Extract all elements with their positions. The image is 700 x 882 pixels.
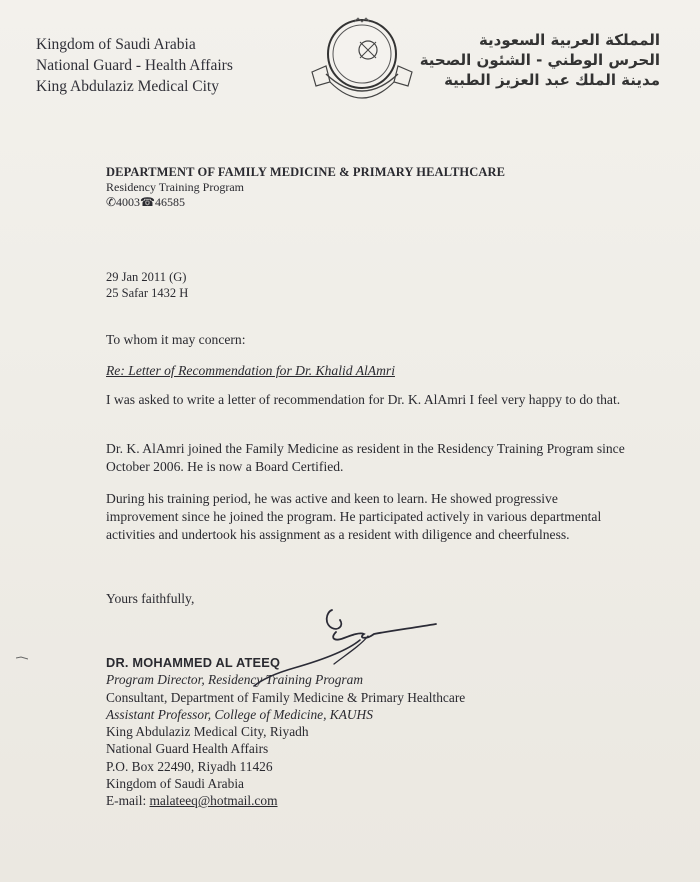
signatory-address-4: Kingdom of Saudi Arabia — [106, 776, 244, 792]
subject-line: Re: Letter of Recommendation for Dr. Khalid AlAmri — [106, 363, 395, 378]
signatory-name: DR. MOHAMMED AL ATEEQ — [106, 655, 281, 670]
date-block — [106, 269, 188, 301]
department-title: DEPARTMENT OF FAMILY MEDICINE & PRIMARY HEALTHCARE — [106, 165, 506, 179]
letterhead-line-1: Kingdom of Saudi Arabia — [36, 36, 196, 53]
paragraph-2: Dr. K. AlAmri joined the Family Medicine as resident in the Residency Training Program since October 2006. He is now a Board Certified. — [106, 441, 625, 474]
closing: Yours faithfully, — [106, 591, 195, 606]
letterhead-english — [36, 34, 233, 97]
stray-ink-mark — [16, 656, 28, 660]
signatory-address-2: National Guard Health Affairs — [106, 741, 269, 757]
letterhead-line-2: National Guard - Health Affairs — [36, 57, 233, 74]
date-hijri: 25 Safar 1432 H — [106, 286, 189, 300]
letterhead-arabic-line-3: مدينة الملك عبد العزيز الطبية — [444, 71, 660, 89]
salutation: To whom it may concern: — [106, 332, 246, 347]
signatory-title-1: Program Director, Residency Training Program — [106, 672, 364, 688]
handwritten-signature — [240, 598, 450, 688]
program-name: Residency Training Program — [106, 180, 244, 194]
email-label: E-mail: — [106, 793, 150, 809]
letterhead-arabic-line-2: الحرس الوطني - الشئون الصحية — [419, 51, 660, 69]
date-gregorian: 29 Jan 2011 (G) — [106, 270, 187, 284]
signatory-title-2: Consultant, Department of Family Medicine & Primary Healthcare — [106, 689, 466, 705]
letterhead-arabic-line-1: المملكة العربية السعودية — [478, 31, 660, 49]
email-link[interactable]: malateeq@hotmail.com — [149, 793, 278, 809]
letterhead-line-3: King Abdulaziz Medical City — [36, 78, 219, 95]
signatory-address-1: King Abdulaziz Medical City, Riyadh — [106, 724, 309, 740]
emblem-icon — [308, 12, 416, 110]
paragraph-3: During his training period, he was active and keen to learn. He showed progressive improvement since he joined the program. He participated actively in various departmental activities and undertook his assignment as a resident with diligence and cheerfulness. — [106, 491, 602, 542]
email-line — [106, 792, 465, 809]
signatory-title-3: Assistant Professor, College of Medicine, KAUHS — [106, 706, 373, 722]
paragraph-1: I was asked to write a letter of recommendation for Dr. K. AlAmri I feel very happy to do that. — [106, 392, 621, 407]
signatory-address-3: P.O. Box 22490, Riyadh 11426 — [106, 758, 273, 774]
department-block — [106, 165, 505, 210]
department-phone: ✆4003☎46585 — [106, 195, 186, 209]
letterhead-arabic — [420, 30, 660, 90]
